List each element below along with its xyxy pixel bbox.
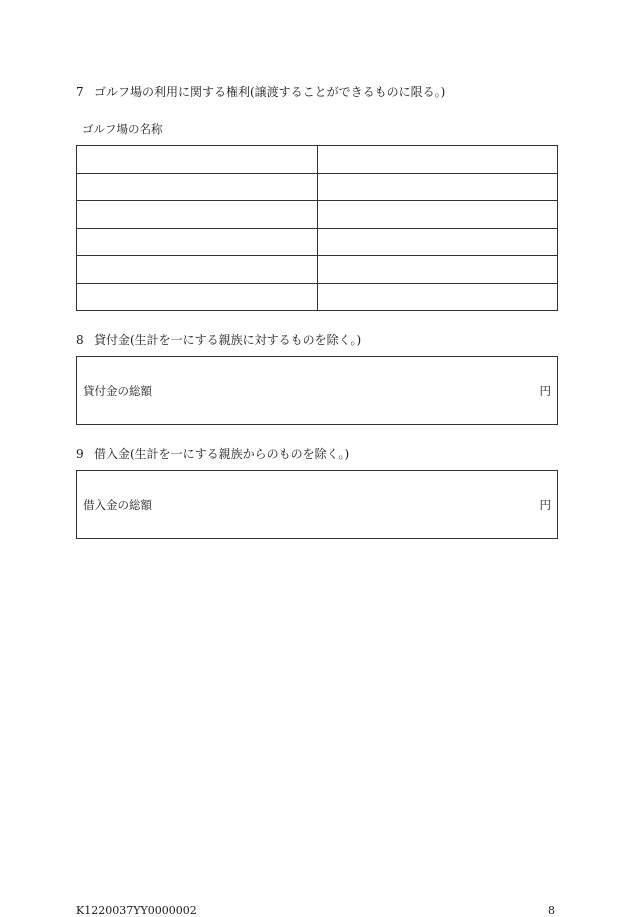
table-cell[interactable]	[77, 201, 318, 229]
table-cell[interactable]	[317, 201, 558, 229]
borrowing-total-label: 借入金の総額	[83, 498, 152, 512]
table-cell[interactable]	[317, 228, 558, 256]
table-cell[interactable]	[77, 228, 318, 256]
page-number: 8	[548, 904, 555, 917]
borrowing-total-unit: 円	[539, 498, 551, 512]
section8-number: 8	[76, 333, 84, 347]
loan-total-label: 貸付金の総額	[83, 384, 152, 398]
table-row	[77, 173, 558, 201]
table-row	[77, 283, 558, 311]
section7-heading	[76, 85, 84, 99]
table-cell[interactable]	[77, 256, 318, 284]
table-cell[interactable]	[317, 173, 558, 201]
section7-title: ゴルフ場の利用に関する権利(譲渡することができるものに限る。)	[94, 85, 446, 99]
table-cell[interactable]	[77, 173, 318, 201]
table-cell[interactable]	[317, 283, 558, 311]
table-cell[interactable]	[77, 146, 318, 174]
table-row	[77, 228, 558, 256]
section8-title: 貸付金(生計を一にする親族に対するものを除く。)	[94, 333, 362, 347]
table-cell[interactable]	[77, 283, 318, 311]
table-cell[interactable]	[317, 256, 558, 284]
golf-course-table	[76, 145, 558, 311]
document-code: K1220037YY0000002	[76, 904, 197, 917]
section9-title: 借入金(生計を一にする親族からのものを除く。)	[94, 447, 350, 461]
loan-total-field[interactable]	[76, 356, 558, 425]
section7-number: 7	[76, 85, 84, 99]
loan-total-unit: 円	[539, 384, 551, 398]
table-row	[77, 256, 558, 284]
table-row	[77, 201, 558, 229]
table-row	[77, 146, 558, 174]
borrowing-total-field[interactable]	[76, 470, 558, 539]
section9-number: 9	[76, 447, 84, 461]
golf-course-name-label: ゴルフ場の名称	[82, 122, 163, 136]
table-cell[interactable]	[317, 146, 558, 174]
